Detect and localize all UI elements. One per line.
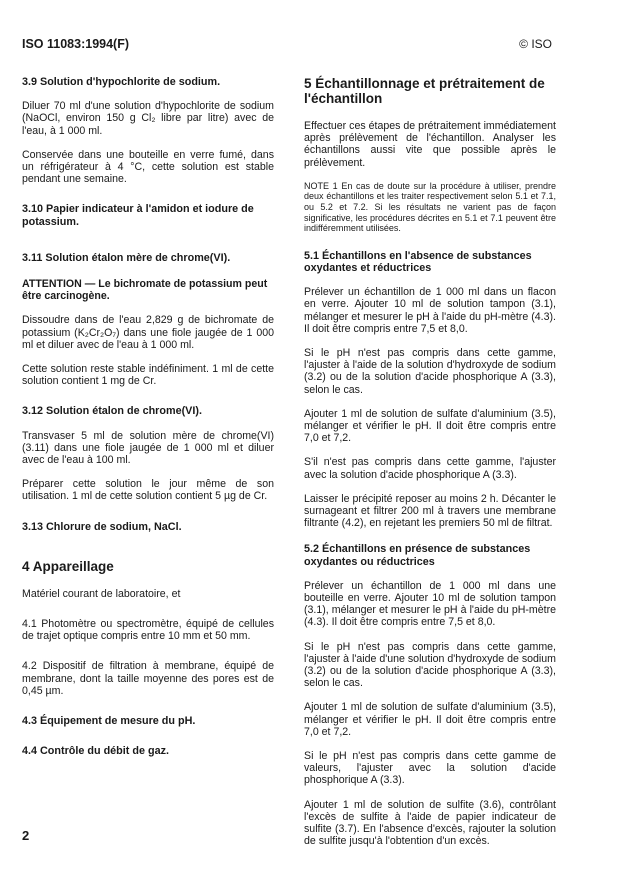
page-number: 2 [22, 828, 30, 843]
heading-3-10: 3.10 Papier indicateur à l'amidon et iodure de potassium. [22, 203, 254, 228]
paragraph-5-2-4: Si le pH n'est pas compris dans cette gamme de valeurs, l'ajuster avec la solution d'acide phosphorique A (3.3). [304, 750, 556, 787]
paragraph-4-2-filtration: 4.2 Dispositif de filtration à membrane, équipé de membrane, dont la taille moyenne des pores est de 0,45 µm. [22, 660, 274, 697]
paragraph-3-11-1: Dissoudre dans de l'eau 2,829 g de bichromate de potassium (K₂Cr₂O₇) dans une fiole jaugée de 1 000 ml et diluer avec de l'eau à 1 000 ml. [22, 314, 274, 351]
paragraph-5-2-1: Prélever un échantillon de 1 000 ml dans une bouteille en verre. Ajouter 10 ml de solution tampon (3.1), mélanger et mesurer le pH à l'aide du pH-mètre (4.3). Il doit être compris entre 7,5 et 8,0. [304, 579, 556, 629]
paragraph-4-1-photometre: 4.1 Photomètre ou spectromètre, équipé de cellules de trajet optique compris entre 10 mm et 50 mm. [22, 618, 274, 643]
paragraph-5-1-5: Laisser le précipité reposer au moins 2 h. Décanter le surnageant et filtrer 200 ml à travers une membrane filtrante (4.2), en rejetant les premiers 50 ml de filtrat. [304, 492, 556, 530]
heading-5-1: 5.1 Échantillons en l'absence de substances oxydantes et réductrices [304, 249, 532, 274]
paragraph-3-9-1: Diluer 70 ml d'une solution d'hypochlorite de sodium (NaOCl, environ 150 g Cl₂ libre par litre) avec de l'eau, à 1 000 ml. [22, 100, 274, 137]
paragraph-5-2-5: Ajouter 1 ml de solution de sulfite (3.6), contrôlant l'excès de sulfite à l'aide de papier indicateur de sulfite (3.7). En l'absence d'excès, rajouter la solution de sulfite jusqu'à l'obtention d'un excès. [304, 798, 556, 848]
heading-4: 4 Appareillage [22, 558, 114, 574]
copyright-mark: © ISO [519, 37, 552, 51]
left-column [22, 76, 274, 770]
heading-3-13: 3.13 Chlorure de sodium, NaCl. [22, 520, 182, 533]
paragraph-3-12-2: Préparer cette solution le jour même de son utilisation. 1 ml de cette solution contient 5 µg de Cr. [22, 478, 274, 503]
paragraph-5-1-3: Ajouter 1 ml de solution de sulfate d'aluminium (3.5), mélanger et vérifier le pH. Il doit être compris entre 7,0 et 7,2. [304, 407, 556, 445]
paragraph-3-9-2: Conservée dans une bouteille en verre fumé, dans un réfrigérateur à 4 °C, cette solution est stable pendant une semaine. [22, 148, 274, 186]
paragraph-5-1-4: S'il n'est pas compris dans cette gamme, l'ajuster avec la solution d'acide phosphorique A (3.3). [304, 456, 556, 481]
document-header-id: ISO 11083:1994(F) [22, 37, 130, 51]
paragraph-3-12-1: Transvaser 5 ml de solution mère de chrome(VI) (3.11) dans une fiole jaugée de 1 000 ml et diluer avec de l'eau à 100 ml. [22, 429, 274, 467]
heading-4-3: 4.3 Équipement de mesure du pH. [22, 715, 196, 728]
paragraph-3-11-2: Cette solution reste stable indéfiniment. 1 ml de cette solution contient 1 mg de Cr. [22, 363, 274, 388]
note-1: NOTE 1 En cas de doute sur la procédure à utiliser, prendre deux échantillons et les traiter respectivement selon 5.1 et 7.1, ou 5.2 et 7.2. Si les résultats ne varient pas de façon significative, les procédures décrites en 5.1 et 7.1 peuvent être indifféremment utilisées. [304, 180, 556, 234]
paragraph-5-1-2: Si le pH n'est pas compris dans cette gamme, l'ajuster à l'aide de la solution d'hydroxyde de sodium (3.2) ou de la solution d'acide phosphorique A (3.3), selon le cas. [304, 347, 556, 396]
warning-carcinogen: ATTENTION — Le bichromate de potassium peut être carcinogène. [22, 278, 268, 303]
paragraph-5-2-3: Ajouter 1 ml de solution de sulfate d'aluminium (3.5), mélanger et vérifier le pH. Il doit être compris entre 7,0 et 7,2. [304, 701, 556, 738]
heading-4-4: 4.4 Contrôle du débit de gaz. [22, 745, 169, 758]
right-column [304, 76, 556, 860]
heading-3-12: 3.12 Solution étalon de chrome(VI). [22, 405, 202, 418]
heading-5: 5 Échantillonnage et prétraitement de l'échantillon [304, 76, 545, 106]
paragraph-5-1: Effectuer ces étapes de prétraitement immédiatement après prélèvement de l'échantillon. Analyser les échantillons aussi vite que possible après le prélèvement. [304, 120, 556, 169]
paragraph-4-1: Matériel courant de laboratoire, et [22, 587, 181, 600]
heading-3-9: 3.9 Solution d'hypochlorite de sodium. [22, 76, 221, 88]
heading-5-2: 5.2 Échantillons en présence de substances oxydantes ou réductrices [304, 543, 531, 568]
paragraph-5-2-2: Si le pH n'est pas compris dans cette gamme, l'ajuster à l'aide d'une solution d'hydroxyde de sodium (3.2) ou de la solution d'acide phosphorique A (3.3), selon le cas. [304, 640, 556, 690]
paragraph-5-1-1: Prélever un échantillon de 1 000 ml dans un flacon en verre. Ajouter 10 ml de solution tampon (3.1), mélanger et mesurer le pH à l'aide du pH-mètre (4.3). Il doit être compris entre 7,5 et 8,0. [304, 286, 556, 335]
heading-3-11: 3.11 Solution étalon mère de chrome(VI). [22, 251, 231, 264]
